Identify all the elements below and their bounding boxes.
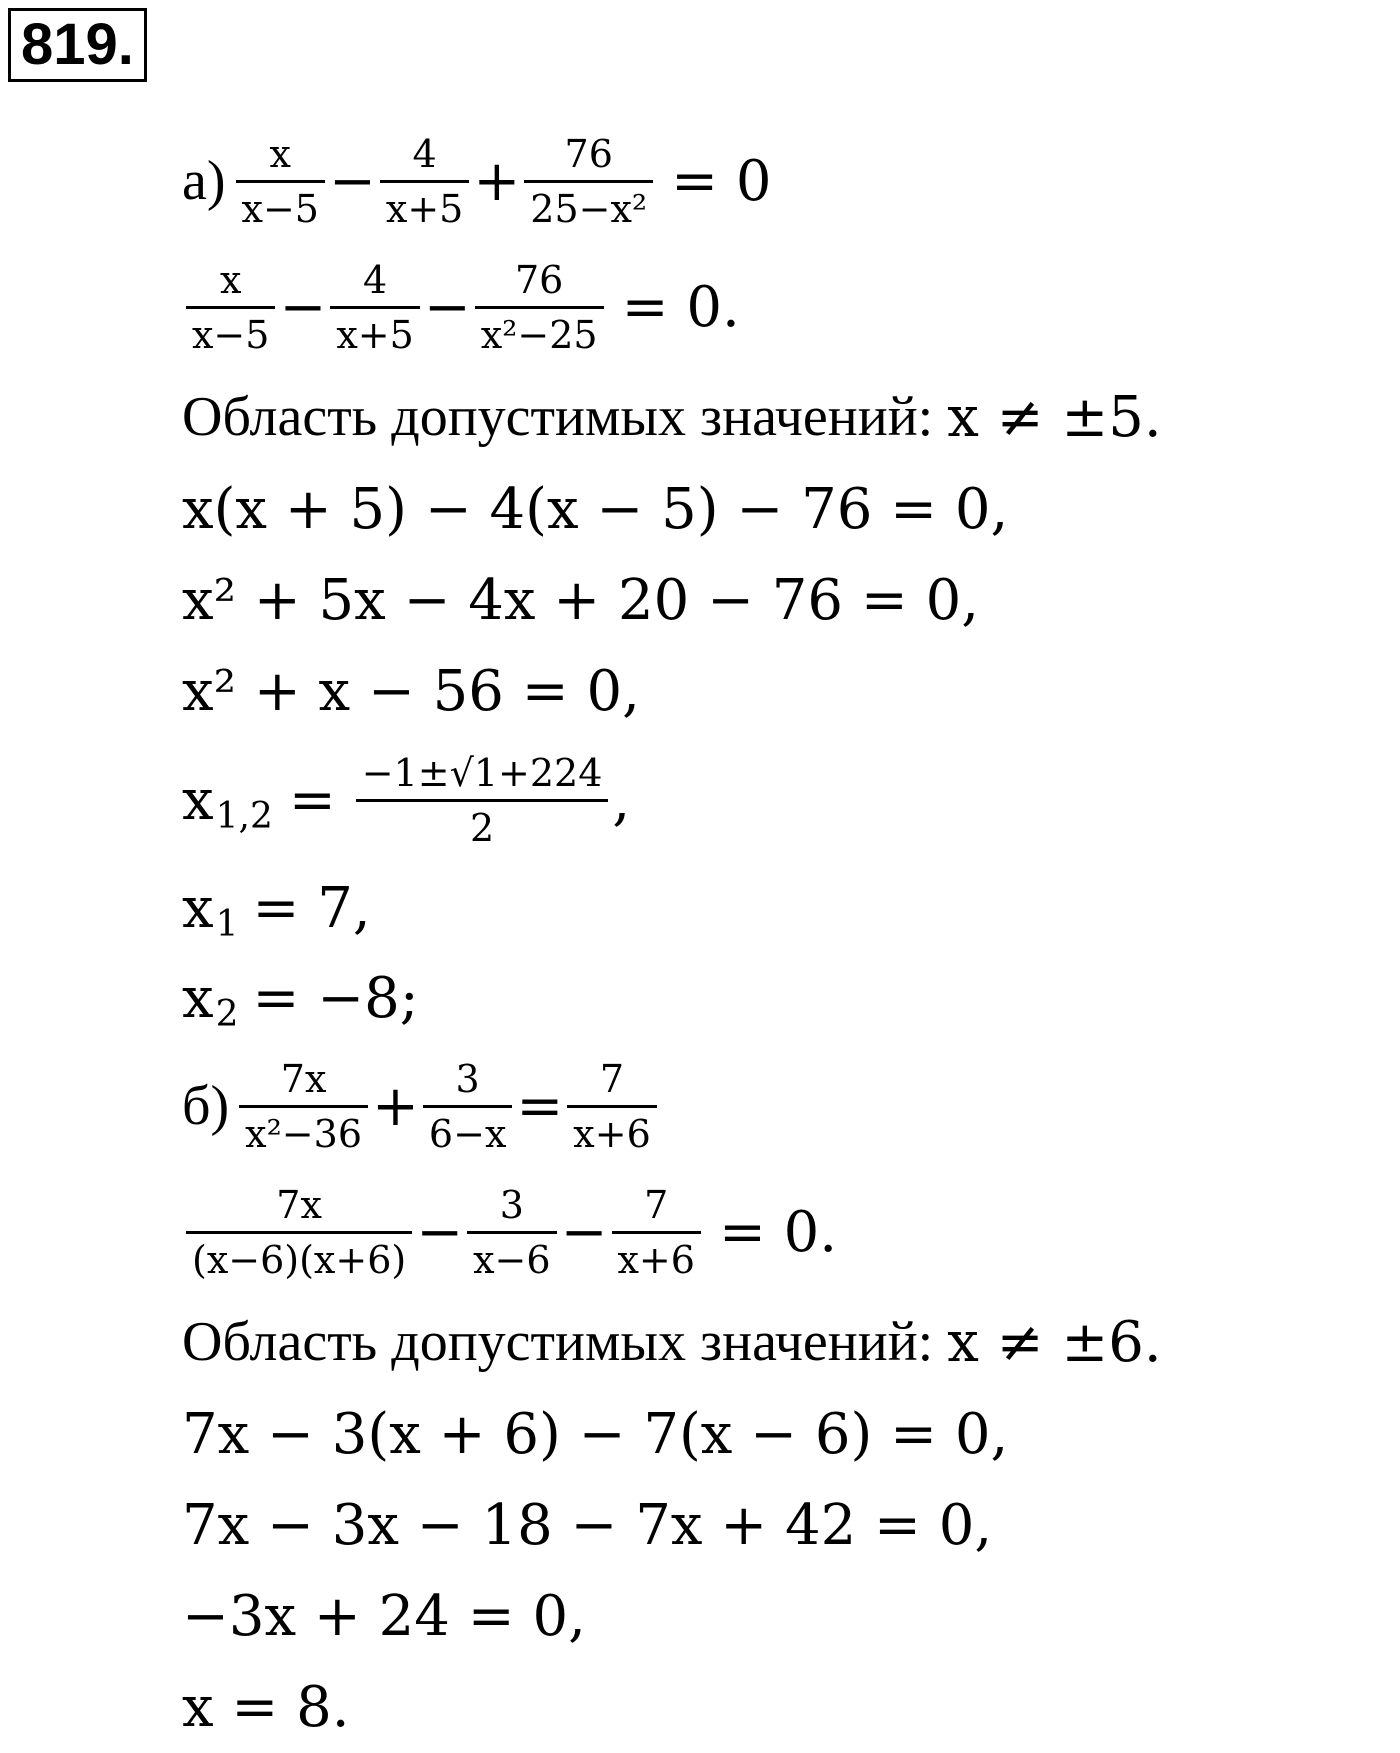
equation-rhs: = 0.	[621, 274, 740, 340]
operator: +	[372, 1073, 419, 1139]
solution	[182, 118, 1382, 1753]
equation-rhs: = 0.	[718, 1199, 838, 1265]
domain-label: Область допустимых значений:	[182, 386, 934, 448]
fraction	[423, 1055, 512, 1158]
denominator: 6−x	[423, 1105, 512, 1158]
denominator: x+6	[567, 1105, 656, 1158]
part-b-domain	[182, 1295, 1382, 1389]
fraction	[239, 1055, 368, 1158]
part-b-label: б)	[182, 1075, 230, 1137]
part-b-given-equation	[182, 1043, 1382, 1169]
solution-step: x² + 5x − 4x + 20 − 76 = 0,	[182, 568, 980, 633]
numerator: 7	[599, 1056, 625, 1101]
numerator: 4	[363, 257, 388, 302]
numerator: x	[269, 131, 291, 176]
root-value: = −8;	[252, 965, 419, 1031]
quadratic-formula	[182, 737, 1382, 863]
numerator: 76	[515, 257, 564, 302]
root-line	[182, 953, 1382, 1043]
numerator: −1±√1+224	[361, 750, 603, 795]
solution-step: 7x − 3x − 18 − 7x + 42 = 0,	[182, 1493, 993, 1558]
subscript: 1,2	[215, 795, 273, 837]
numerator: 7x	[276, 1182, 322, 1227]
domain-expression: x ≠ ±5.	[947, 384, 1162, 450]
solution-step: x² + x − 56 = 0,	[182, 659, 640, 724]
fraction	[186, 1181, 412, 1284]
operator: −	[560, 1199, 608, 1265]
fraction	[567, 1055, 656, 1158]
fraction	[330, 256, 419, 359]
root-value: = 7,	[252, 875, 371, 941]
operator: −	[423, 274, 471, 340]
numerator: 7x	[280, 1056, 327, 1101]
problem-number: 819.	[8, 8, 147, 82]
variable: x	[182, 767, 214, 833]
fraction	[186, 256, 275, 359]
denominator: x²−25	[475, 306, 604, 359]
denominator: x²−36	[239, 1105, 368, 1158]
fraction	[475, 256, 604, 359]
domain-label: Область допустимых значений:	[182, 1311, 934, 1373]
denominator: 2	[356, 799, 609, 852]
denominator: x−5	[236, 180, 325, 233]
numerator: 3	[499, 1182, 524, 1227]
part-a-given-equation	[182, 118, 1382, 244]
subscript: 2	[215, 993, 239, 1035]
subscript: 1	[215, 903, 239, 945]
fraction	[612, 1181, 701, 1284]
fraction	[524, 130, 653, 233]
root-line	[182, 863, 1382, 953]
part-a-rewritten-equation	[182, 244, 1382, 370]
variable: x	[182, 875, 214, 941]
equation-rhs: = 0	[671, 148, 772, 214]
numerator: 76	[564, 131, 613, 176]
solution-step: 7x − 3(x + 6) − 7(x − 6) = 0,	[182, 1402, 1009, 1467]
operator: −	[279, 274, 327, 340]
solution-step: x(x + 5) − 4(x − 5) − 76 = 0,	[182, 477, 1009, 542]
denominator: x+5	[330, 306, 419, 359]
punctuation: ,	[612, 767, 631, 833]
denominator: 25−x²	[524, 180, 653, 233]
fraction	[380, 130, 469, 233]
part-b-rewritten-equation	[182, 1169, 1382, 1295]
domain-expression: x ≠ ±6.	[947, 1309, 1162, 1375]
operator: −	[328, 148, 376, 214]
part-a-label: а)	[182, 150, 226, 212]
part-a-domain	[182, 370, 1382, 464]
operator: +	[473, 148, 521, 214]
denominator: x−6	[467, 1231, 556, 1284]
denominator: x+6	[612, 1231, 701, 1284]
numerator: x	[220, 257, 242, 302]
solution-step: −3x + 24 = 0,	[182, 1584, 586, 1649]
fraction	[356, 749, 609, 852]
equals-sign: =	[288, 767, 336, 833]
fraction	[236, 130, 325, 233]
fraction	[467, 1181, 556, 1284]
variable: x	[182, 965, 214, 1031]
operator: =	[516, 1073, 564, 1139]
denominator: (x−6)(x+6)	[186, 1231, 412, 1284]
numerator: 4	[412, 131, 437, 176]
denominator: x+5	[380, 180, 469, 233]
operator: −	[416, 1199, 464, 1265]
final-answer: x = 8.	[182, 1675, 350, 1740]
numerator: 7	[644, 1182, 669, 1227]
denominator: x−5	[186, 306, 275, 359]
numerator: 3	[455, 1056, 480, 1101]
